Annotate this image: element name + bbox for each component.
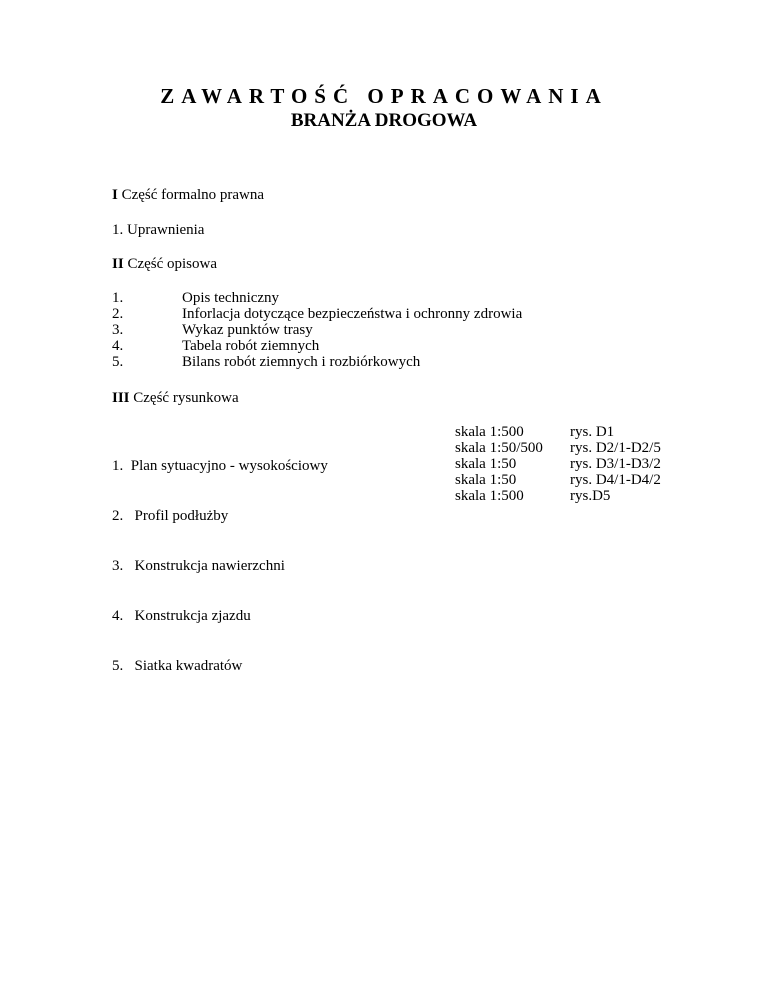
drawing-number: rys.D5 [570, 488, 611, 504]
drawing-list [112, 424, 328, 708]
section-2-roman: II [112, 256, 124, 272]
section-1-label: Część formalno prawna [117, 187, 265, 203]
drawing-scale: skala 1:50 [455, 456, 517, 472]
section-1-item: 1. Uprawnienia [112, 222, 205, 238]
section-2-numbers [112, 290, 123, 370]
drawing-scale: skala 1:50 [455, 472, 517, 488]
drawing-numbers [570, 424, 661, 504]
document-title: ZAWARTOŚĆ OPRACOWANIA [160, 84, 608, 108]
list-item-number: 5. [112, 354, 124, 370]
drawing-number: rys. D1 [570, 424, 615, 440]
drawing-scales [455, 424, 543, 504]
drawing-number: rys. D2/1-D2/5 [570, 440, 661, 456]
drawing-scale: skala 1:500 [455, 424, 524, 440]
list-item: Tabela robót ziemnych [182, 338, 320, 354]
section-3-label: Część rysunkowa [129, 390, 239, 406]
drawing-scale: skala 1:50/500 [455, 440, 543, 456]
document-subtitle: BRANŻA DROGOWA [290, 110, 478, 131]
drawing-number: rys. D3/1-D3/2 [570, 456, 661, 472]
list-item-number: 3. [112, 322, 124, 338]
list-item-number: 2. [112, 306, 124, 322]
drawing-name: 2. Profil podłużby [112, 508, 229, 524]
drawing-scale: skala 1:500 [455, 488, 524, 504]
drawing-name: 3. Konstrukcja nawierzchni [112, 558, 285, 574]
section-2-label: Część opisowa [123, 256, 217, 272]
drawing-number: rys. D4/1-D4/2 [570, 472, 661, 488]
section-1-roman: I [112, 187, 118, 203]
list-item: Opis techniczny [182, 290, 280, 306]
list-item-number: 4. [112, 338, 124, 354]
section-2-heading [112, 256, 217, 273]
list-item: Wykaz punktów trasy [182, 322, 313, 338]
drawing-name: 5. Siatka kwadratów [112, 658, 243, 674]
section-1-heading [112, 187, 264, 204]
list-item: Bilans robót ziemnych i rozbiórkowych [182, 354, 421, 370]
list-item-number: 1. [112, 290, 124, 306]
drawing-name: 1. Plan sytuacyjno - wysokościowy [112, 458, 328, 474]
section-3-heading [112, 390, 239, 407]
section-3-roman: III [112, 390, 130, 406]
drawing-name: 4. Konstrukcja zjazdu [112, 608, 251, 624]
section-2-texts [182, 290, 522, 370]
list-item: Inforlacja dotyczące bezpieczeństwa i ochronny zdrowia [182, 306, 523, 322]
